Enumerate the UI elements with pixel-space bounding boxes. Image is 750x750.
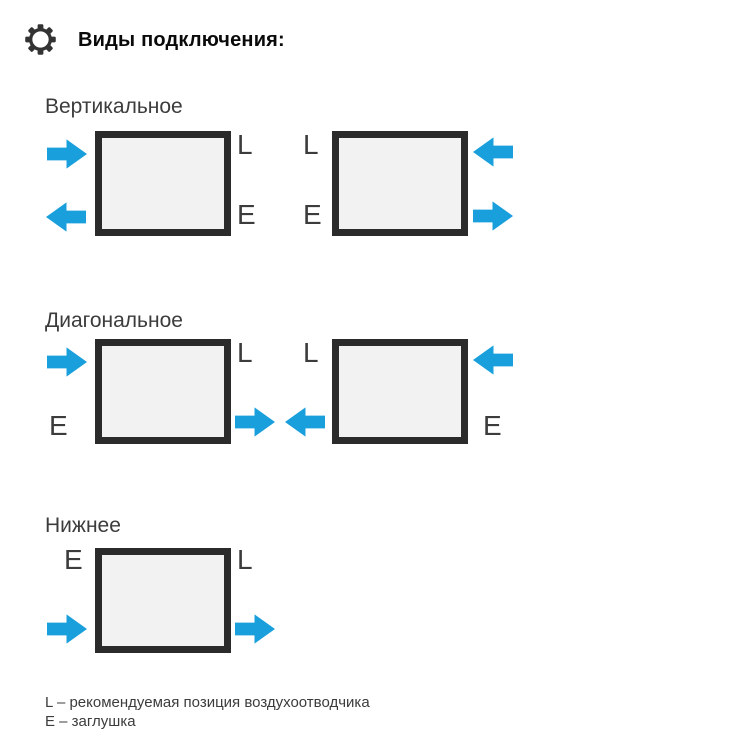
legend-air-vent: L – рекомендуемая позиция воздухоотводчика — [45, 694, 370, 711]
flow-in-arrow-icon — [473, 137, 513, 167]
section-title-bottom: Нижнее — [45, 514, 121, 537]
plug-label: E — [64, 544, 83, 575]
section-title-vertical: Вертикальное — [45, 95, 183, 118]
radiator-body — [95, 131, 231, 236]
air-vent-label: L — [237, 129, 253, 160]
flow-out-arrow-icon — [46, 202, 86, 232]
section-title-diagonal: Диагональное — [45, 309, 183, 332]
flow-in-arrow-icon — [47, 347, 87, 377]
air-vent-label: L — [303, 337, 319, 368]
plug-label: E — [49, 410, 68, 441]
air-vent-label: L — [303, 129, 319, 160]
radiator-body — [332, 339, 468, 444]
page-title: Виды подключения: — [78, 29, 285, 51]
radiator-body — [95, 339, 231, 444]
plug-label: E — [483, 410, 502, 441]
flow-in-arrow-icon — [47, 614, 87, 644]
air-vent-label: L — [237, 337, 253, 368]
air-vent-label: L — [237, 544, 253, 575]
flow-out-arrow-icon — [473, 201, 513, 231]
radiator-body — [95, 548, 231, 653]
plug-label: E — [237, 199, 256, 230]
flow-out-arrow-icon — [235, 407, 275, 437]
flow-out-arrow-icon — [285, 407, 325, 437]
gear-icon — [24, 23, 57, 56]
radiator-body — [332, 131, 468, 236]
legend-plug: E – заглушка — [45, 713, 136, 730]
flow-in-arrow-icon — [473, 345, 513, 375]
plug-label: E — [303, 199, 322, 230]
flow-out-arrow-icon — [235, 614, 275, 644]
flow-in-arrow-icon — [47, 139, 87, 169]
